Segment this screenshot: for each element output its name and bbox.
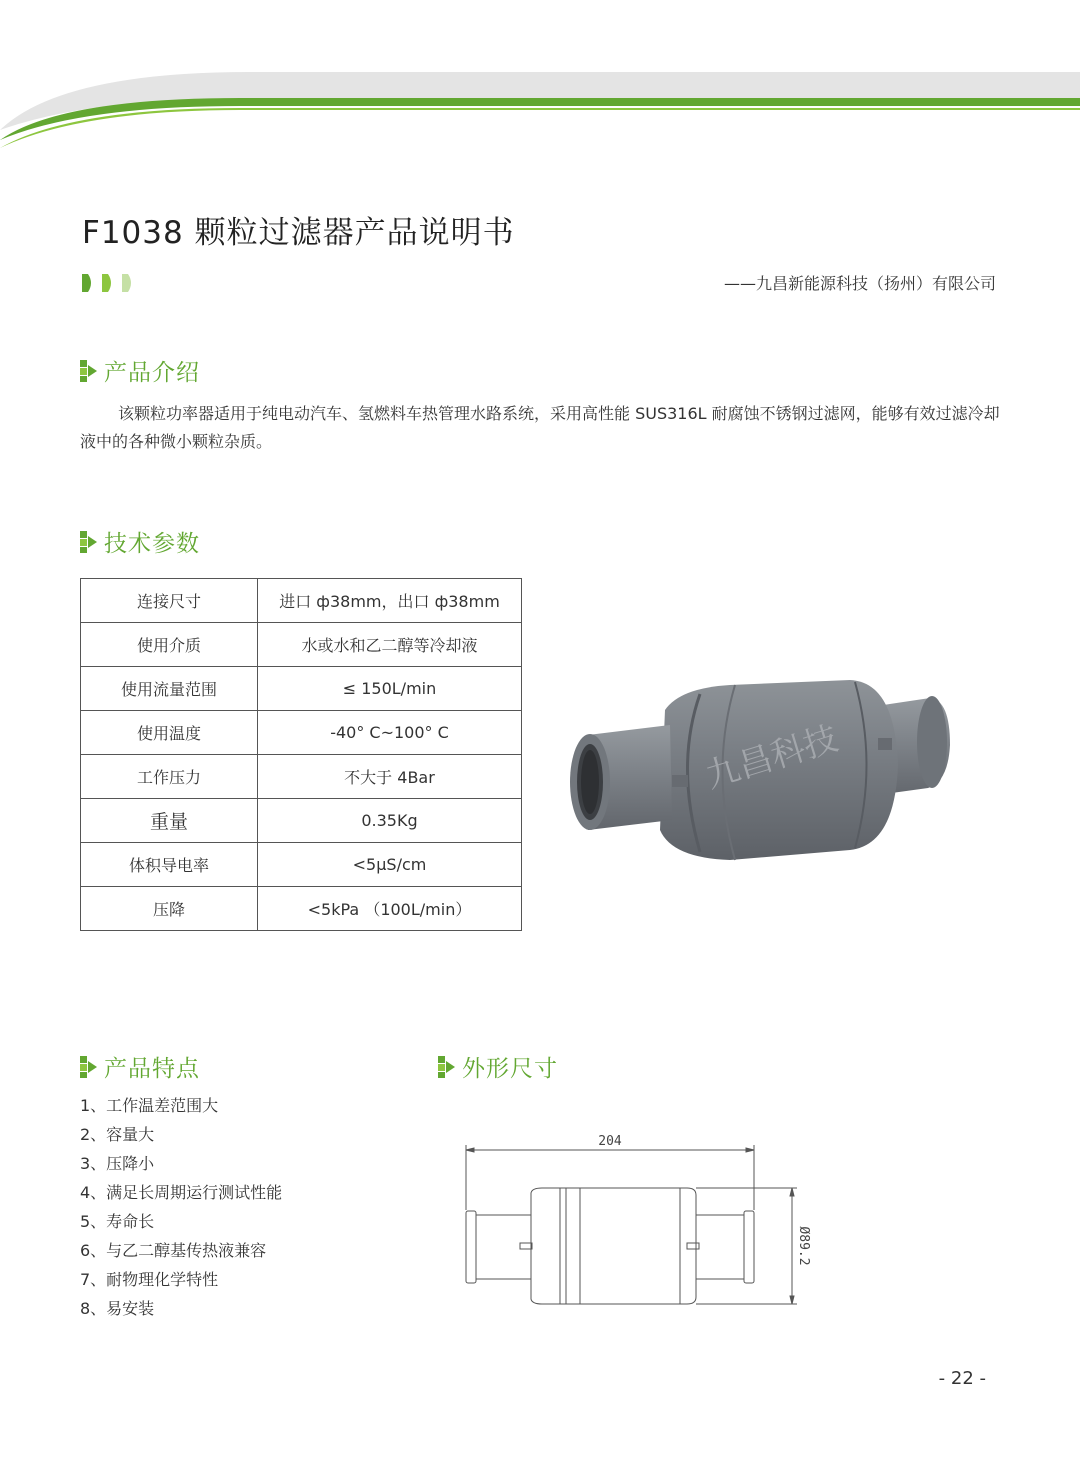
- list-item: 8、易安装: [80, 1299, 155, 1318]
- feature-list: [80, 1095, 282, 1327]
- spec-value: 不大于 4Bar: [258, 755, 522, 799]
- table-row: [81, 579, 522, 623]
- list-item: 6、与乙二醇基传热液兼容: [80, 1241, 267, 1260]
- section-heading-features: [80, 1050, 200, 1083]
- section-heading-text: 技术参数: [104, 531, 200, 557]
- product-watermark: 九昌科技: [700, 718, 843, 797]
- table-row: [81, 843, 522, 887]
- spec-value: -40° C~100° C: [258, 711, 522, 755]
- diameter-dimension-label: Ø89.2: [796, 1226, 811, 1266]
- spec-label: 体积导电率: [81, 843, 258, 887]
- section-heading-dimensions: [438, 1050, 558, 1083]
- list-item: 1、工作温差范围大: [80, 1096, 219, 1115]
- section-bullet-icon: [80, 360, 98, 382]
- spec-label: 重量: [81, 799, 258, 843]
- intro-paragraph: 该颗粒功率器适用于纯电动汽车、氢燃料车热管理水路系统，采用高性能 SUS316L 耐腐蚀不锈钢过滤网，能够有效过滤冷却液中的各种微小颗粒杂质。: [80, 404, 1000, 451]
- spec-value: 水或水和乙二醇等冷却液: [258, 623, 522, 667]
- spec-label: 使用介质: [81, 623, 258, 667]
- product-image: [560, 670, 955, 865]
- spec-value: 进口 ф38mm，出口 ф38mm: [258, 579, 522, 623]
- table-row: [81, 623, 522, 667]
- section-bullet-icon: [80, 1056, 98, 1078]
- spec-label: 使用流量范围: [81, 667, 258, 711]
- list-item: 7、耐物理化学特性: [80, 1270, 219, 1289]
- table-row: [81, 799, 522, 843]
- spec-label: 压降: [81, 887, 258, 931]
- document-title: F1038 颗粒过滤器产品说明书: [82, 215, 515, 251]
- spec-value: <5kPa （100L/min）: [258, 887, 522, 931]
- section-heading-intro: [80, 354, 200, 387]
- list-item: 2、容量大: [80, 1125, 155, 1144]
- list-item: 5、寿命长: [80, 1212, 155, 1231]
- list-item: 4、满足长周期运行测试性能: [80, 1183, 283, 1202]
- spec-label: 连接尺寸: [81, 579, 258, 623]
- table-row: [81, 887, 522, 931]
- table-row: [81, 711, 522, 755]
- length-dimension-label: 204: [598, 1134, 622, 1149]
- section-heading-text: 产品介绍: [104, 360, 200, 386]
- spec-value: 0.35Kg: [258, 799, 522, 843]
- page-number: - 22 -: [938, 1368, 986, 1389]
- section-heading-text: 外形尺寸: [462, 1056, 558, 1082]
- section-heading-text: 产品特点: [104, 1056, 200, 1082]
- table-row: [81, 667, 522, 711]
- list-item: 3、压降小: [80, 1154, 155, 1173]
- table-row: [81, 755, 522, 799]
- spec-value: ≤ 150L/min: [258, 667, 522, 711]
- spec-label: 使用温度: [81, 711, 258, 755]
- spec-label: 工作压力: [81, 755, 258, 799]
- section-heading-specs: [80, 525, 200, 558]
- dimension-drawing: [462, 1125, 811, 1320]
- section-bullet-icon: [80, 531, 98, 553]
- company-name: ——九昌新能源科技（扬州）有限公司: [723, 274, 996, 293]
- triple-arrow-icon: [80, 272, 140, 294]
- specs-table: [80, 578, 522, 931]
- header-swoosh-graphic: [0, 60, 1080, 150]
- spec-value: <5μS/cm: [258, 843, 522, 887]
- section-bullet-icon: [438, 1056, 456, 1078]
